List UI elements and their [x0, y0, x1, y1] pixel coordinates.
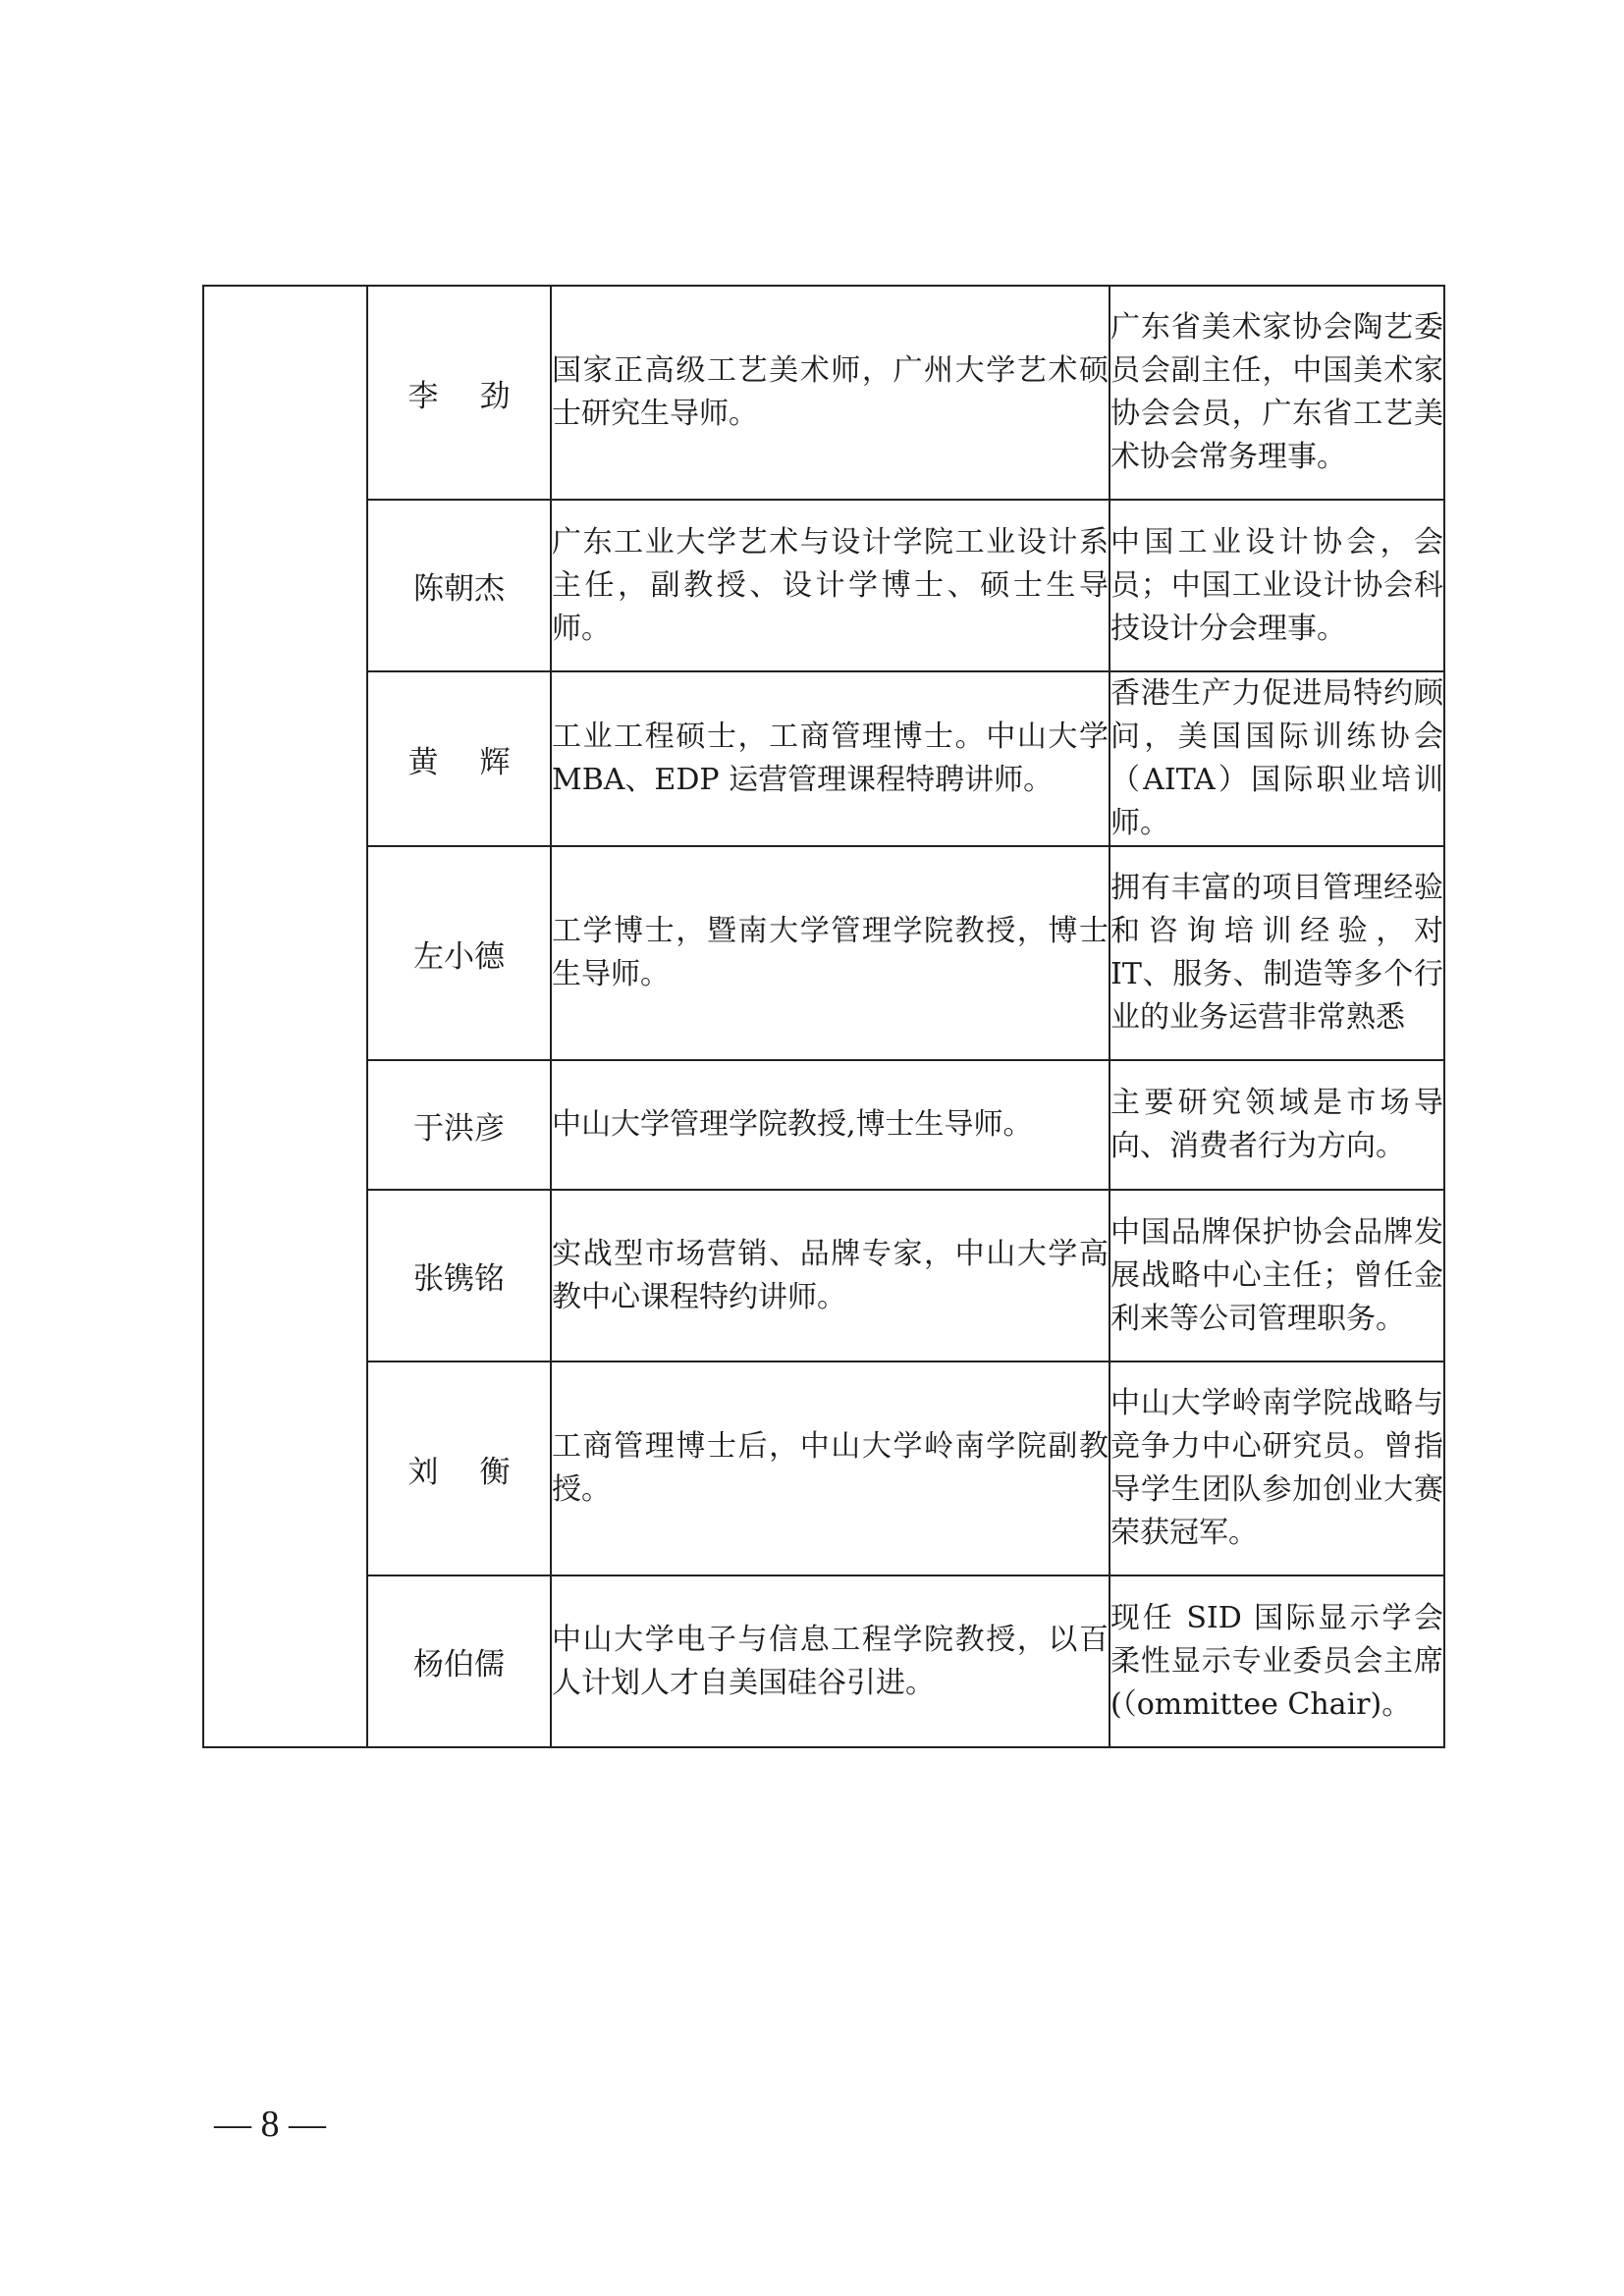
expert-name-cell: [367, 286, 551, 500]
category-cell: [203, 286, 367, 1747]
expert-name: 黄辉: [407, 744, 552, 780]
expert-description: 工学博士，暨南大学管理学院教授，博士生导师。: [551, 846, 1110, 1060]
expert-roles: 广东省美术家协会陶艺委员会副主任，中国美术家协会会员，广东省工艺美术协会常务理事。: [1110, 286, 1444, 500]
expert-roles: 中山大学岭南学院战略与竞争力中心研究员。曾指导学生团队参加创业大赛荣获冠军。: [1110, 1362, 1444, 1575]
expert-name-cell: [367, 1362, 551, 1575]
expert-description: 中山大学电子与信息工程学院教授，以百人计划人才自美国硅谷引进。: [551, 1575, 1110, 1747]
expert-name: 于洪彦: [413, 1110, 505, 1147]
expert-name-cell: [367, 671, 551, 846]
expert-name-cell: [367, 1575, 551, 1747]
table-row: [203, 1190, 1444, 1362]
expert-description: 工商管理博士后，中山大学岭南学院副教授。: [551, 1362, 1110, 1575]
expert-roles: 现任 SID 国际显示学会柔性显示专业委员会主席(（ommittee Chair)。: [1110, 1575, 1444, 1747]
expert-name: 杨伯儒: [413, 1647, 505, 1682]
page-number: — 8 —: [214, 2104, 326, 2145]
expert-name: 左小德: [413, 938, 505, 975]
table-row: [203, 1575, 1444, 1747]
expert-roles: 拥有丰富的项目管理经验和咨询培训经验，对 IT、服务、制造等多个行业的业务运营非常熟悉: [1110, 846, 1444, 1060]
table-row: [203, 671, 1444, 846]
expert-description: 广东工业大学艺术与设计学院工业设计系主任，副教授、设计学博士、硕士生导师。: [551, 500, 1110, 671]
expert-name: 张镌铭: [413, 1261, 505, 1297]
expert-roles: 中国品牌保护协会品牌发展战略中心主任；曾任金利来等公司管理职务。: [1110, 1190, 1444, 1362]
expert-name-cell: [367, 846, 551, 1060]
expert-description: 工业工程硕士，工商管理博士。中山大学 MBA、EDP 运营管理课程特聘讲师。: [551, 671, 1110, 846]
expert-name-cell: [367, 500, 551, 671]
table-row: [203, 1060, 1444, 1190]
expert-name-cell: [367, 1060, 551, 1190]
table-row: [203, 846, 1444, 1060]
table-row: [203, 1362, 1444, 1575]
expert-name-cell: [367, 1190, 551, 1362]
table-row: [203, 500, 1444, 671]
expert-name: 刘衡: [407, 1454, 552, 1490]
expert-roles: 中国工业设计协会，会员；中国工业设计协会科技设计分会理事。: [1110, 500, 1444, 671]
expert-table: [202, 285, 1445, 1748]
expert-description: 国家正高级工艺美术师，广州大学艺术硕士研究生导师。: [551, 286, 1110, 500]
expert-name: 李劲: [407, 378, 552, 414]
expert-description: 中山大学管理学院教授,博士生导师。: [551, 1060, 1110, 1190]
expert-description: 实战型市场营销、品牌专家，中山大学高教中心课程特约讲师。: [551, 1190, 1110, 1362]
expert-roles: 香港生产力促进局特约顾问，美国国际训练协会（AITA）国际职业培训师。: [1110, 671, 1444, 846]
table-row: [203, 286, 1444, 500]
expert-name: 陈朝杰: [413, 571, 505, 607]
expert-roles: 主要研究领域是市场导向、消费者行为方向。: [1110, 1060, 1444, 1190]
